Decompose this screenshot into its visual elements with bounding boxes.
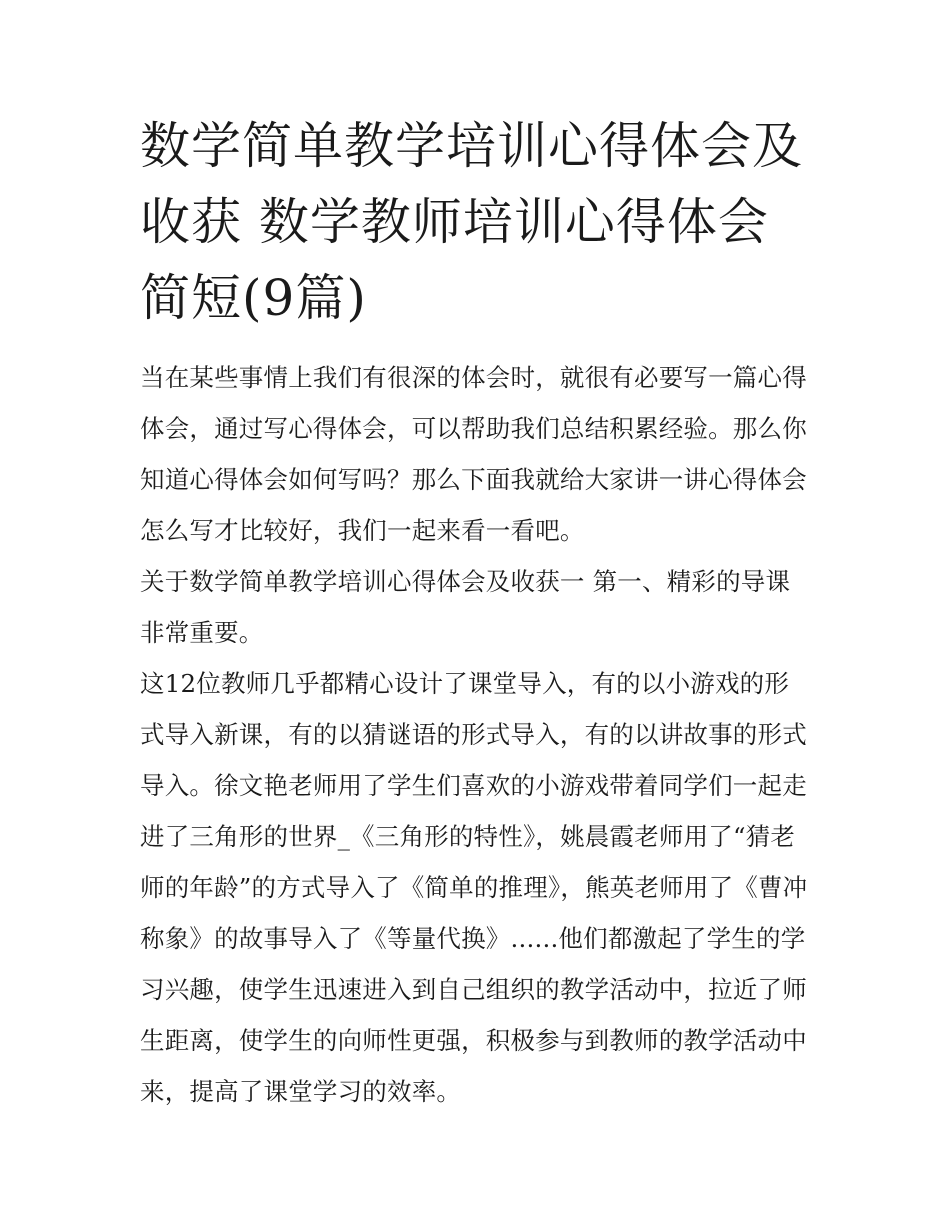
document-title: 数学简单教学培训心得体会及收获 数学教师培训心得体会简短(9篇) <box>140 117 803 327</box>
section-heading-paragraph: 关于数学简单教学培训心得体会及收获一 第一、精彩的导课非常重要。 <box>140 567 791 647</box>
intro-paragraph: 当在某些事情上我们有很深的体会时，就很有必要写一篇心得体会，通过写心得体会，可以帮助我们总结积累经验。那么你知道心得体会如何写吗？那么下面我就给大家讲一讲心得体会怎么写才比较好，我们一起来看一看吧。 <box>140 363 807 545</box>
document-body <box>140 108 812 1117</box>
body-paragraph: 这12位教师几乎都精心设计了课堂导入，有的以小游戏的形式导入新课，有的以猜谜语的形式导入，有的以讲故事的形式导入。徐文艳老师用了学生们喜欢的小游戏带着同学们一起走进了三角形的世界_《三角形的特性》，姚晨霞老师用了“猜老师的年龄”的方式导入了《简单的推理》，熊英老师用了《曹冲称象》的故事导入了《等量代换》......他们都激起了学生的学习兴趣，使学生迅速进入到自己组织的教学活动中，拉近了师生距离，使学生的向师性更强，积极参与到教师的教学活动中来，提高了课堂学习的效率。 <box>140 669 808 1106</box>
